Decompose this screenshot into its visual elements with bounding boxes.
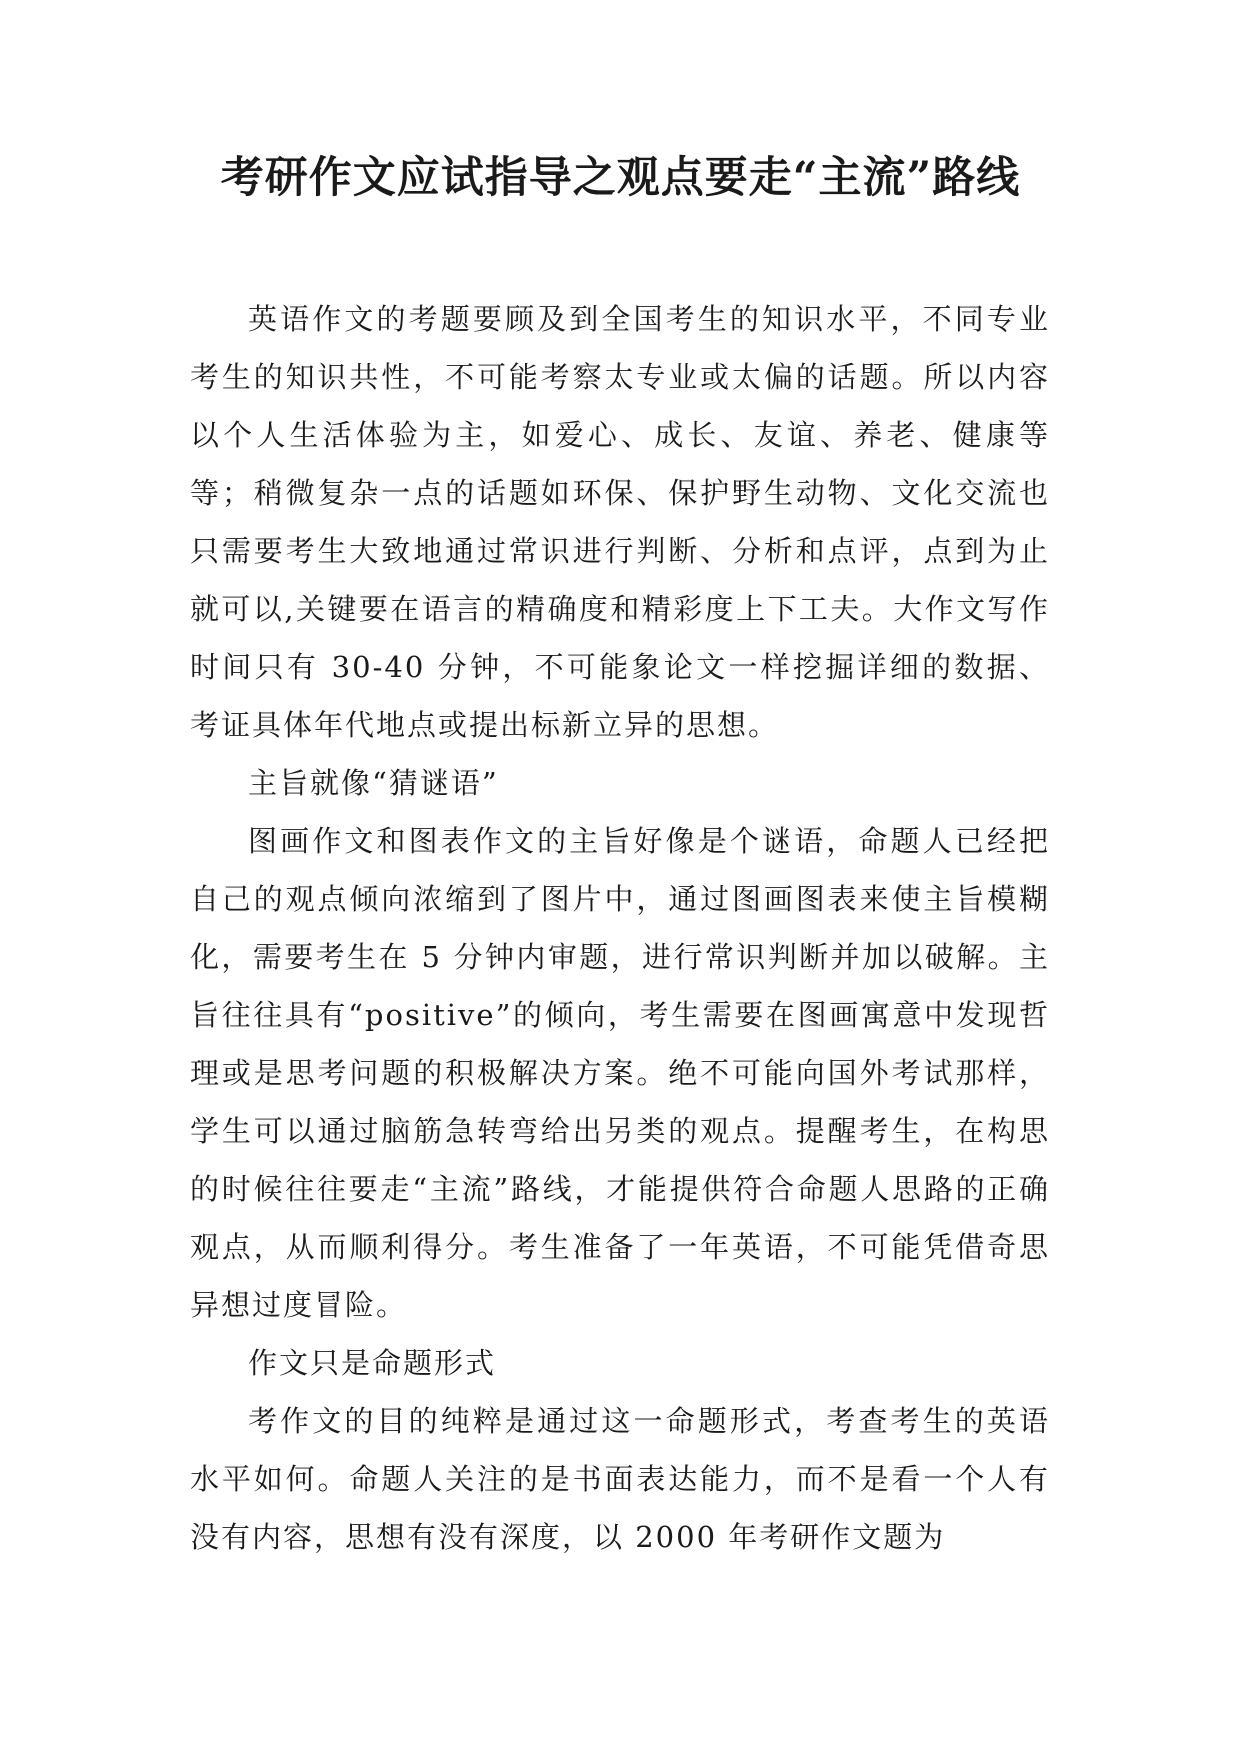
- paragraph-riddle: 图画作文和图表作文的主旨好像是个谜语，命题人已经把自己的观点倾向浓缩到了图片中，通过图画图表来使主旨模糊化，需要考生在 5 分钟内审题，进行常识判断并加以破解。主旨往往具有“positive”的倾向，考生需要在图画寓意中发现哲理或是思考问题的积极解决方案。绝不可能向国外考试那样，学生可以通过脑筋急转弯给出另类的观点。提醒考生，在构思的时候往往要走“主流”路线，才能提供符合命题人思路的正确观点，从而顺利得分。考生准备了一年英语，不可能凭借奇思异想过度冒险。: [190, 824, 1050, 1322]
- document-title: 考研作文应试指导之观点要走“主流”路线: [220, 153, 1021, 203]
- section-heading-riddle: 主旨就像“猜谜语”: [248, 766, 499, 800]
- document-body: [190, 290, 1050, 1566]
- paragraph-intro: 英语作文的考题要顾及到全国考生的知识水平，不同专业考生的知识共性，不可能考察太专业或太偏的话题。所以内容以个人生活体验为主，如爱心、成长、友谊、养老、健康等等；稍微复杂一点的话题如环保、保护野生动物、文化交流也只需要考生大致地通过常识进行判断、分析和点评，点到为止就可以,关键要在语言的精确度和精彩度上下工夫。大作文写作时间只有 30-40 分钟，不可能象论文一样挖掘详细的数据、考证具体年代地点或提出标新立异的思想。: [190, 302, 1050, 742]
- section-heading-form: 作文只是命题形式: [248, 1346, 497, 1380]
- paragraph-form: 考作文的目的纯粹是通过这一命题形式，考查考生的英语水平如何。命题人关注的是书面表达能力，而不是看一个人有没有内容，思想有没有深度，以 2000 年考研作文题为: [190, 1404, 1050, 1554]
